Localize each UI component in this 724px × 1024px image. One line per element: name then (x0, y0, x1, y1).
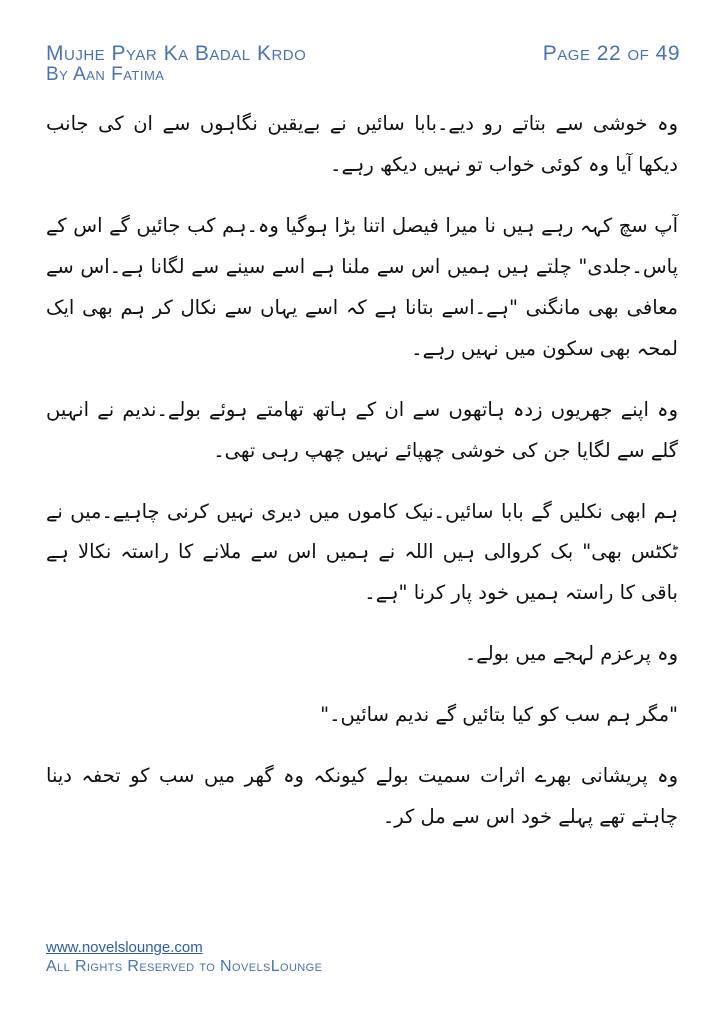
paragraph: وہ اپنے جھریوں زدہ ہاتھوں سے ان کے ہاتھ تھامتے ہوئے بولے۔ندیم نے انہیں گلے سے لگایا جن کی خوشی چھپائے نہیں چھپ رہی تھی۔ (46, 397, 678, 462)
page-number: Page 22 of 49 (542, 42, 680, 65)
paragraph: ہم ابھی نکلیں گے بابا سائیں۔نیک کاموں میں دیری نہیں کرنی چاہیے۔میں نے ٹکٹس بھی" بک کروالی ہیں اللہ نے ہمیں اس سے ملانے کا راستہ نکالا ہے باقی کا راستہ ہمیں خود پار کرنا "ہے۔ (46, 499, 678, 605)
paragraph: "مگر ہم سب کو کیا بتائیں گے ندیم سائیں۔" (320, 703, 678, 727)
page-footer (46, 939, 322, 976)
rights-notice: All Rights Reserved to NovelsLounge (46, 958, 323, 975)
paragraph: وہ پریشانی بھرے اثرات سمیت بولے کیونکہ وہ گھر میں سب کو تحفہ دینا چاہتے تھے پہلے خود اس سے مل کر۔ (46, 764, 678, 829)
novel-title: Mujhe Pyar Ka Badal Krdo (46, 42, 307, 65)
paragraph: وہ خوشی سے بتاتے رو دیے۔بابا سائیں نے بےیقین نگاہوں سے ان کی جانب دیکھا آیا وہ کوئی خواب تو نہیں دیکھ رہے۔ (46, 112, 678, 176)
paragraph: وہ پرعزم لہجے میں بولے۔ (464, 642, 678, 666)
author-name: By Aan Fatima (46, 64, 165, 85)
paragraph: آپ سچ کہہ رہے ہیں نا میرا فیصل اتنا بڑا ہوگیا وہ۔ہم کب جائیں گے اس کے پاس۔جلدی" چلتے ہیں ہمیں اس سے ملنا ہے اسے سینے سے لگانا ہے۔اس سے معافی بھی مانگنی "ہے۔اسے بتانا ہے کہ اسے یہاں سے نکال کر ہم بھی ایک لمحہ بھی سکون میں نہیں رہے۔ (46, 213, 678, 360)
story-text (46, 104, 678, 858)
website-link[interactable]: www.novelslounge.com (46, 939, 203, 956)
